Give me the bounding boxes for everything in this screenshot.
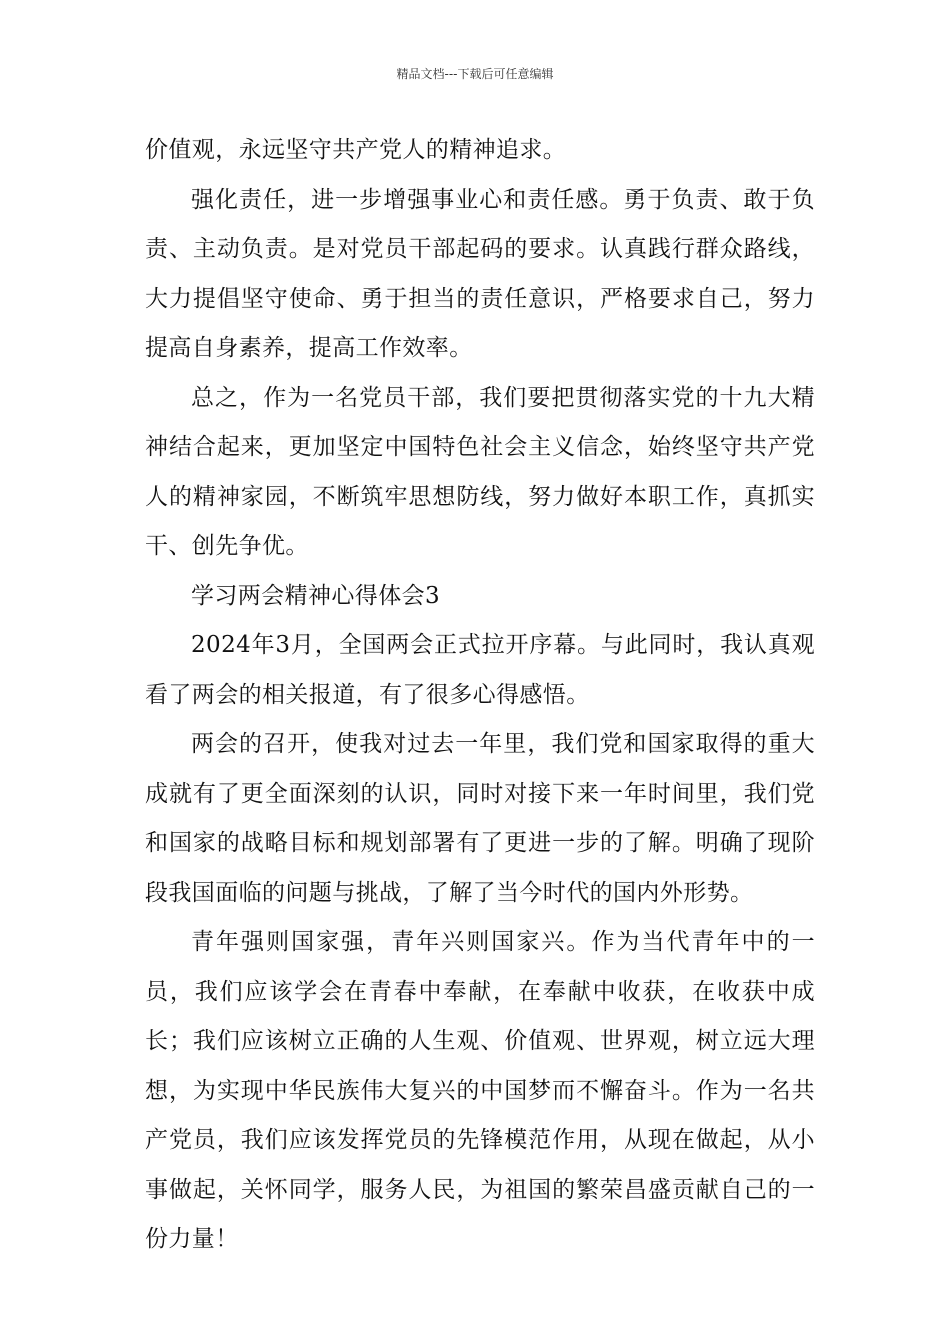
section-heading: 学习两会精神心得体会3 [191, 582, 441, 609]
paragraph-conclusion: 总之，作为一名党员干部，我们要把贯彻落实党的十九大精神结合起来，更加坚定中国特色社会主义信念，始终坚守共产党人的精神家园，不断筑牢思想防线，努力做好本职工作，真抓实干、创先争优。 [145, 384, 815, 559]
page-header: 精品文档---下载后可任意编辑 [396, 67, 554, 81]
paragraph-understanding: 两会的召开，使我对过去一年里，我们党和国家取得的重大成就有了更全面深刻的认识，同时对接下来一年时间里，我们党和国家的战略目标和规划部署有了更进一步的了解。明确了现阶段我国面临的问题与挑战，了解了当今时代的国内外形势。 [145, 731, 815, 906]
paragraph-continuation: 价值观，永远坚守共产党人的精神追求。 [145, 137, 567, 163]
paragraph-intro: 2024年3月，全国两会正式拉开序幕。与此同时，我认真观看了两会的相关报道，有了很多心得感悟。 [145, 632, 815, 708]
paragraph-youth: 青年强则国家强，青年兴则国家兴。作为当代青年中的一员，我们应该学会在青春中奉献，在奉献中收获，在收获中成长；我们应该树立正确的人生观、价值观、世界观，树立远大理想，为实现中华民族伟大复兴的中国梦而不懈奋斗。作为一名共产党员，我们应该发挥党员的先锋模范作用，从现在做起，从小事做起，关怀同学，服务人民，为祖国的繁荣昌盛贡献自己的一份力量！ [145, 929, 815, 1252]
document-body [145, 126, 815, 1265]
paragraph-responsibility: 强化责任，进一步增强事业心和责任感。勇于负责、敢于负责、主动负责。是对党员干部起码的要求。认真践行群众路线，大力提倡坚守使命、勇于担当的责任意识，严格要求自己，努力提高自身素养，提高工作效率。 [145, 186, 815, 361]
